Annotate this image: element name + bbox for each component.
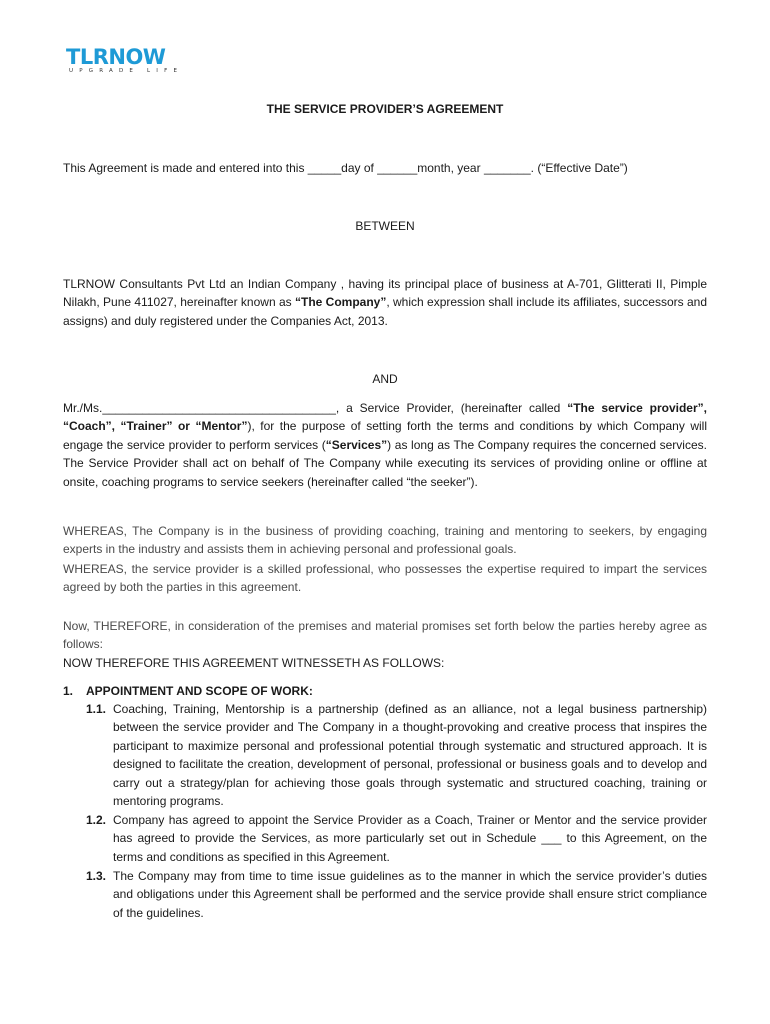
now-therefore-clause: Now, THEREFORE, in consideration of the premises and material promises set forth below the parties hereby agree as follows: — [63, 619, 707, 652]
whereas-clause-1: WHEREAS, The Company is in the business of providing coaching, training and mentoring to seekers, by engaging experts in the industry and assists them in achieving personal and professional goals. — [63, 524, 707, 557]
clause-1-1 — [86, 700, 707, 810]
and-label: AND — [372, 372, 398, 386]
clause-text: Company has agreed to appoint the Service Provider as a Coach, Trainer or Mentor and the service provider has agreed to provide the Services, as more particularly set out in Schedule ___ to this Agreement, on the terms and conditions as specified in this Agreement. — [113, 813, 707, 864]
party-two-text: Mr./Ms.___________________________________, a Service Provider, (hereinafter called — [63, 401, 568, 415]
section-1-heading — [63, 682, 313, 700]
clause-number: 1.3. — [86, 869, 107, 883]
between-label: BETWEEN — [355, 219, 415, 233]
company-defined-term: “The Company” — [294, 295, 387, 310]
party-one-paragraph — [63, 275, 707, 330]
party-two-paragraph — [63, 399, 707, 491]
agreement-title: THE SERVICE PROVIDER’S AGREEMENT — [266, 102, 504, 116]
section-1-title: APPOINTMENT AND SCOPE OF WORK: — [86, 684, 313, 698]
clause-text: Coaching, Training, Mentorship is a partnership (defined as an alliance, not a legal business partnership) between the service provider and The Company in a thought-provoking and creative process that inspires the participant to maximize personal and professional potential through systematic and structured approach. It is designed to facilitate the creation, development of personal, professional or business goals and to develop and carry out a strategy/plan for achieving those goals through systematic and structured coaching, training or mentoring programs. — [113, 702, 707, 809]
clause-1-2 — [86, 811, 707, 866]
party-one-text-end: , which expression shall include its affiliates, successors and assigns) and duly registered under the Companies Act, 2013. — [63, 295, 708, 328]
witnesseth-line: NOW THEREFORE THIS AGREEMENT WITNESSETH AS FOLLOWS: — [63, 656, 445, 670]
party-two-text-mid: ), for the purpose of setting forth the terms and conditions by which Company will engage the service provider to perform services ( — [63, 419, 707, 452]
clause-1-3 — [86, 867, 707, 922]
clause-text: The Company may from time to time issue guidelines as to the manner in which the service provider’s duties and obligations under this Agreement shall be performed and the service provide shall ensure strict compliance of the guidelines. — [113, 869, 707, 920]
party-two-text-end: ) as long as The Company requires the concerned services. The Service Provider shall act on behalf of The Company while executing its services of providing online or offline at onsite, coaching programs to service seekers (hereinafter called “the seeker”). — [63, 437, 707, 489]
section-1-number: 1. — [63, 684, 74, 698]
company-logo — [66, 46, 183, 74]
intro-paragraph: This Agreement is made and entered into this _____day of ______month, year _______. (“Effective Date”) — [63, 161, 628, 175]
services-defined-term: “Services” — [325, 437, 388, 452]
clause-number: 1.2. — [86, 813, 107, 827]
logo-wordmark: TLRNOW — [66, 45, 166, 69]
party-one-text: TLRNOW Consultants Pvt Ltd an Indian Company , having its principal place of business at A-701, Glitterati II, Pimple Nilakh, Pune 411027, hereinafter known as — [63, 277, 707, 310]
provider-defined-terms: “The service provider”, “Coach”, “Trainer” or “Mentor” — [63, 401, 707, 434]
logo-tagline: UPGRADE LIFE — [69, 68, 184, 74]
clause-number: 1.1. — [86, 702, 107, 716]
whereas-clause-2: WHEREAS, the service provider is a skilled professional, who possesses the expertise required to impart the services agreed by both the parties in this agreement. — [63, 562, 707, 595]
